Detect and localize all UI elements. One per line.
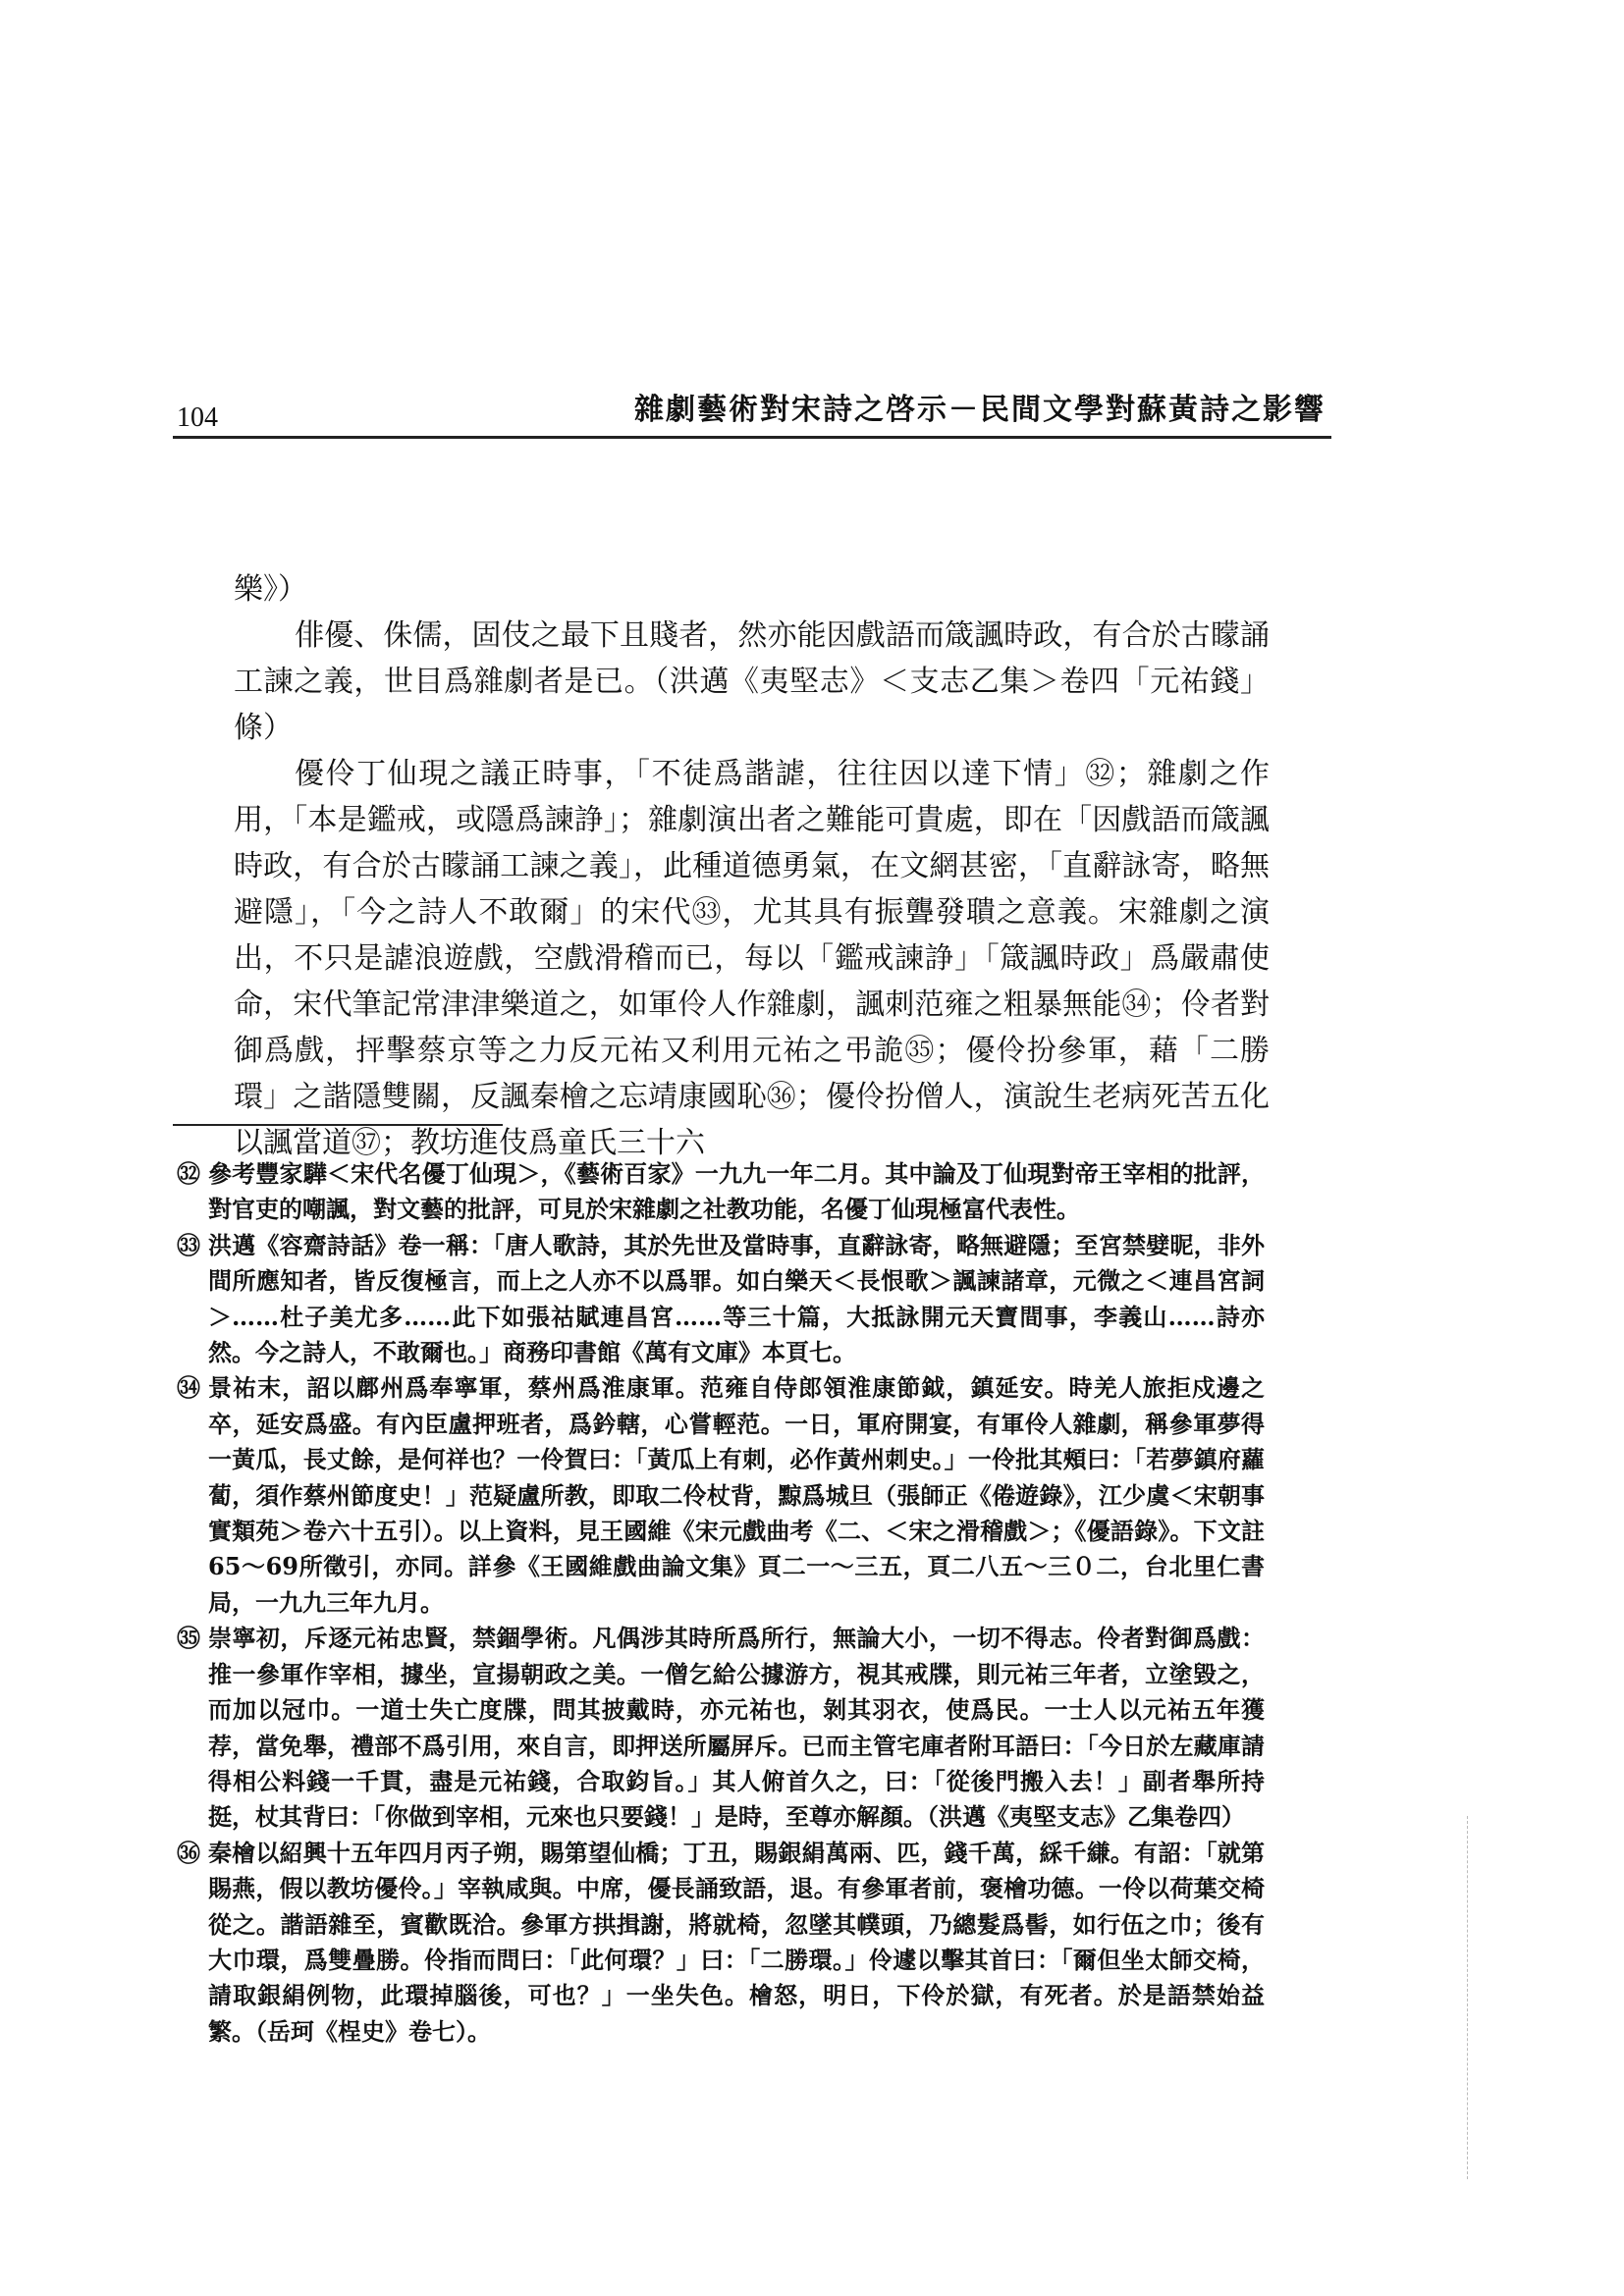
paragraph: 俳優、侏儒，固伎之最下且賤者，然亦能因戲語而箴諷時政，有合於古矇誦工諫之義，世目爲雜劇者是已。（洪邁《夷堅志》＜支志乙集＞卷四「元祐錢」條） bbox=[234, 618, 1270, 745]
footnote-text: 洪邁《容齋詩話》卷一稱：「唐人歌詩，其於先世及當時事，直辭詠寄，略無避隱；至宮禁嬖昵，非外間所應知者，皆反復極言，而上之人亦不以爲罪。如白樂天＜長恨歌＞諷諫諸章，元微之＜連昌宮詞＞……杜子美尤多……此下如張祜賦連昌宮……等三十篇，大抵詠開元天寶間事，李義山……詩亦然。今之詩人，不敢爾也。」商務印書館《萬有文庫》本頁七。 bbox=[208, 1230, 1265, 1367]
footnote-text: 秦檜以紹興十五年四月丙子朔，賜第望仙橋；丁丑，賜銀絹萬兩、匹，錢千萬，綵千縑。有詔：「就第賜燕，假以教坊優伶。」宰執咸與。中席，優長誦致語，退。有參軍者前，褒檜功德。一伶以荷葉交椅從之。諧語雜至，賓歡既洽。參軍方拱揖謝，將就椅，忽墜其幞頭，乃總髮爲髻，如行伍之巾；後有大巾環，爲雙疊勝。伶指而問曰：「此何環？」曰：「二勝環。」伶遽以擊其首曰：「爾但坐太師交椅，請取銀絹例物，此環掉腦後，可也？」一坐失色。檜怒，明日，下伶於獄，有死者。於是語禁始益繁。（岳珂《桯史》卷七）。 bbox=[208, 1838, 1265, 2046]
footnotes bbox=[177, 1156, 1265, 2050]
footnote-text: 參考豐家驊＜宋代名優丁仙現＞，《藝術百家》一九九一年二月。其中論及丁仙現對帝王宰相的批評，對官吏的嘲諷，對文藝的批評，可見於宋雜劇之社教功能，名優丁仙現極富代表性。 bbox=[208, 1159, 1265, 1224]
footnote-number: ㉝ bbox=[177, 1230, 200, 1259]
footnote bbox=[177, 1228, 1265, 1371]
scan-margin-mark bbox=[1467, 1816, 1468, 2179]
paragraph: 優伶丁仙現之議正時事，「不徒爲諧謔，往往因以達下情」㉜；雜劇之作用，「本是鑑戒，或隱爲諫諍」；雜劇演出者之難能可貴處，即在「因戲語而箴諷時政，有合於古矇誦工諫之義」，此種道德勇氣，在文網甚密，「直辭詠寄，略無避隱」，「今之詩人不敢爾」的宋代㉝，尤其具有振聾發聵之意義。宋雜劇之演出，不只是謔浪遊戲，空戲滑稽而已，每以「鑑戒諫諍」「箴諷時政」爲嚴肅使命，宋代筆記常津津樂道之，如軍伶人作雜劇，諷刺范雍之粗暴無能㉞；伶者對御爲戲，抨擊蔡京等之力反元祐又利用元祐之弔詭㉟；優伶扮參軍，藉「二勝環」之諧隱雙關，反諷秦檜之忘靖康國恥㊱；優伶扮僧人，演說生老病死苦五化以諷當道㊲；教坊進伎爲童氏三十六 bbox=[234, 757, 1270, 1160]
page-header bbox=[173, 381, 1331, 439]
footnote-divider bbox=[173, 1124, 503, 1126]
footnote-number: ㉞ bbox=[177, 1373, 200, 1403]
footnote-number: ㉟ bbox=[177, 1624, 200, 1653]
footnote bbox=[177, 1156, 1265, 1228]
paragraph: 樂》） bbox=[234, 572, 307, 607]
footnote bbox=[177, 1621, 1265, 1835]
footnote-number: ㊱ bbox=[177, 1838, 200, 1867]
footnote-text: 景祐末，詔以鄜州爲奉寧軍，蔡州爲淮康軍。范雍自侍郎領淮康節鉞，鎮延安。時羌人旅拒戍邊之卒，延安爲盛。有內臣盧押班者，爲鈐轄，心嘗輕范。一日，軍府開宴，有軍伶人雜劇，稱參軍夢得一黃瓜，長丈餘，是何祥也？一伶賀曰：「黃瓜上有刺，必作黃州刺史。」一伶批其頰曰：「若夢鎮府蘿蔔，須作蔡州節度史！」范疑盧所教，即取二伶杖背，黥爲城旦（張師正《倦遊錄》，江少虞＜宋朝事實類苑＞卷六十五引）。以上資料，見王國維《宋元戲曲考《二、＜宋之滑稽戲＞；《優語錄》。下文註65～69所徵引，亦同。詳參《王國維戲曲論文集》頁二一～三五，頁二八五～三０二，台北里仁書局，一九九三年九月。 bbox=[208, 1373, 1265, 1617]
footnote-text: 崇寧初，斥逐元祐忠賢，禁錮學術。凡偶涉其時所爲所行，無論大小，一切不得志。伶者對御爲戲：推一參軍作宰相，據坐，宣揚朝政之美。一僧乞給公據游方，視其戒牒，則元祐三年者，立塗毀之，而加以冠巾。一道士失亡度牒，問其披戴時，亦元祐也，剝其羽衣，使爲民。一士人以元祐五年獲荐，當免舉，禮部不爲引用，來自言，即押送所屬屏斥。已而主管宅庫者附耳語曰：「今日於左藏庫請得相公料錢一千貫，盡是元祐錢，合取鈞旨。」其人俯首久之，曰：「從後門搬入去！」副者舉所持挺，杖其背曰：「你做到宰相，元來也只要錢！」是時，至尊亦解顏。（洪邁《夷堅支志》乙集卷四） bbox=[208, 1624, 1265, 1832]
footnote bbox=[177, 1836, 1265, 2050]
footnote bbox=[177, 1370, 1265, 1621]
running-title: 雜劇藝術對宋詩之啓示－民間文學對蘇黃詩之影響 bbox=[634, 393, 1326, 427]
footnote-number: ㉜ bbox=[177, 1159, 200, 1188]
page-number: 104 bbox=[177, 402, 218, 433]
main-text bbox=[234, 566, 1270, 1166]
